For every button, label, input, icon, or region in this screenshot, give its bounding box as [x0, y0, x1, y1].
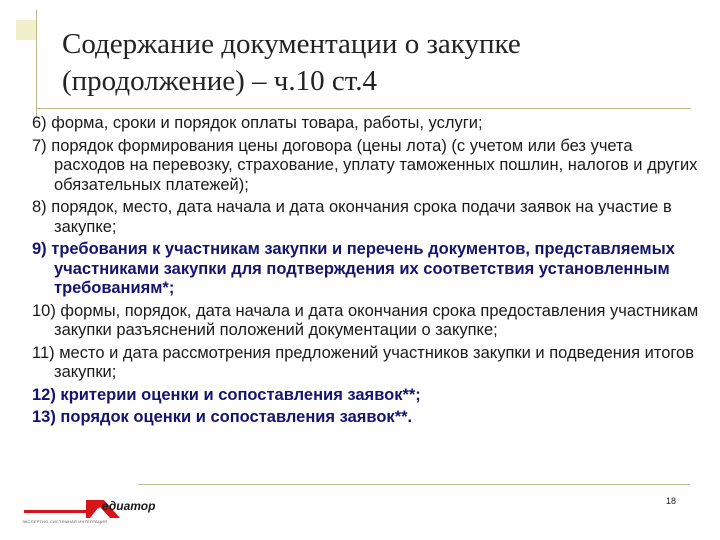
list-item-12: 12) критерии оценки и сопоставления заявок**; [32, 385, 421, 404]
list-item-11: 11) место и дата рассмотрения предложений участников закупки и подведения итогов закупки; [32, 343, 694, 381]
list-item-8: 8) порядок, место, дата начала и дата окончания срока подачи заявок на участие в закупке; [32, 198, 672, 236]
page-number: 18 [666, 496, 677, 506]
list-item-9: 9) требования к участникам закупки и перечень документов, представляемых участниками закупки для подтверждения их соответствия установленным требованиям*; [32, 240, 675, 297]
title-vertical-rule [36, 10, 37, 118]
list-item-7: 7) порядок формирования цены договора (цены лота) (с учетом или без учета расходов на перевозку, страхование, уплату таможенных пошлин, налогов и других обязательных платежей); [32, 136, 698, 194]
list-item-6: 6) форма, сроки и порядок оплаты товара, работы, услуги; [32, 114, 483, 132]
corner-square-decoration [16, 20, 36, 40]
list-item-13: 13) порядок оценки и сопоставления заявок**. [32, 408, 413, 426]
footer-rule [138, 484, 690, 485]
slide-title-line-2: (продолжение) – ч.10 ст.4 [62, 65, 377, 97]
logo-wordmark: едиатор [102, 499, 156, 513]
title-underline-rule [36, 108, 691, 109]
list-item-10: 10) формы, порядок, дата начала и дата окончания срока предоставления участникам закупки разъяснений положений документации о закупке; [32, 301, 699, 339]
slide-title-line-1: Содержание документации о закупке [62, 28, 521, 60]
slide-title [62, 26, 702, 100]
slide-body [32, 114, 702, 431]
logo-tagline: ЭКСПЕРТНО-СИСТЕМНАЯ ИНТЕГРАЦИЯ [22, 519, 108, 524]
